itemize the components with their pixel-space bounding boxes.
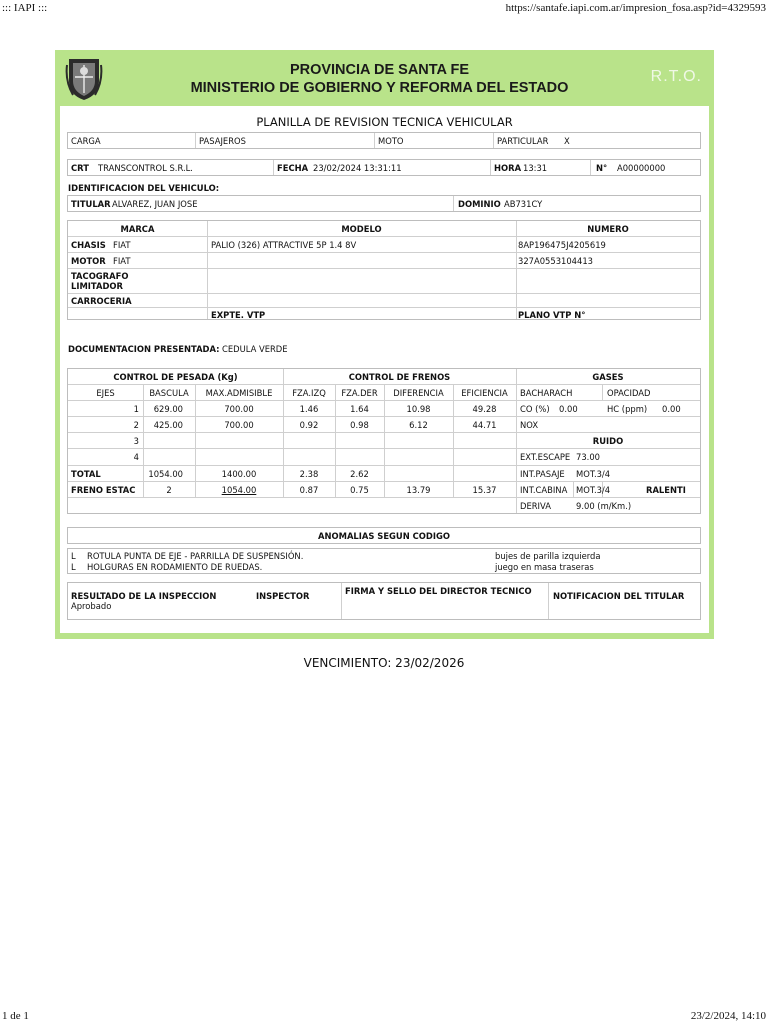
numero-value: A00000000 xyxy=(617,163,666,173)
print-date: 23/2/2024, 14:10 xyxy=(690,1010,766,1022)
total-max: 1400.00 xyxy=(221,469,257,479)
h-dif: DIFERENCIA xyxy=(393,388,444,398)
row1-dif: 10.98 xyxy=(406,404,431,414)
ralenti-label: RALENTI xyxy=(646,485,686,495)
co-value: 0.00 xyxy=(559,404,578,414)
documentacion-value: CEDULA VERDE xyxy=(222,344,288,354)
fecha-value: 23/02/2024 13:31:11 xyxy=(313,163,402,173)
tacografo-label: TACOGRAFO xyxy=(71,271,129,281)
row1-bascula: 629.00 xyxy=(153,404,183,414)
h-max: MAX.ADMISIBLE xyxy=(205,388,273,398)
row4-eje: 4 xyxy=(133,452,139,462)
control-table xyxy=(67,368,701,514)
firma-label: FIRMA Y SELLO DEL DIRECTOR TECNICO xyxy=(345,586,532,596)
category-row xyxy=(67,132,701,149)
ext-escape-label: EXT.ESCAPE xyxy=(520,452,571,462)
col-numero: NUMERO xyxy=(587,224,629,234)
anomalias-list xyxy=(67,548,701,574)
crt-value: TRANSCONTROL S.R.L. xyxy=(98,163,193,173)
carroceria-label: CARROCERIA xyxy=(71,296,132,306)
form-frame xyxy=(55,50,714,639)
chasis-label: CHASIS xyxy=(71,240,106,250)
int-pasaje-value: MOT.3/4 xyxy=(576,469,611,479)
freno-estac-label: FRENO ESTAC xyxy=(71,485,136,495)
freno-estac-izq: 0.87 xyxy=(299,485,319,495)
browser-url[interactable]: https://santafe.iapi.com.ar/impresion_fosa.asp?id=4329593 xyxy=(505,2,766,14)
int-cabina-label: INT.CABINA xyxy=(520,485,568,495)
nox-label: NOX xyxy=(520,420,539,430)
row3-eje: 3 xyxy=(133,436,139,446)
titular-value: ALVAREZ, JUAN JOSE xyxy=(112,199,198,209)
inspector-label: INSPECTOR xyxy=(256,591,310,601)
ruido-title: RUIDO xyxy=(592,436,624,446)
row1-izq: 1.46 xyxy=(299,404,319,414)
h-ejes: EJES xyxy=(96,388,115,398)
hc-label: HC (ppm) xyxy=(607,404,648,414)
row2-dif: 6.12 xyxy=(409,420,428,430)
browser-title: ::: IAPI ::: xyxy=(2,2,48,14)
banner-ministry: MINISTERIO DE GOBIERNO Y REFORMA DEL ESTADO xyxy=(190,80,569,96)
print-footer xyxy=(0,1006,768,1024)
anomalia-2-code: L xyxy=(71,562,76,572)
notificacion-label: NOTIFICACION DEL TITULAR xyxy=(553,591,685,601)
limitador-label: LIMITADOR xyxy=(71,281,123,291)
form-title: PLANILLA DE REVISION TECNICA VEHICULAR xyxy=(256,115,513,129)
int-pasaje-label: INT.PASAJE xyxy=(520,469,565,479)
anomalia-2-note: juego en masa traseras xyxy=(495,562,594,572)
form-sheet xyxy=(60,106,709,633)
vencimiento: VENCIMIENTO: 23/02/2026 xyxy=(303,656,465,670)
page-count: 1 de 1 xyxy=(2,1010,29,1022)
row2-bascula: 425.00 xyxy=(153,420,183,430)
total-der: 2.62 xyxy=(350,469,369,479)
h-bascula: BASCULA xyxy=(149,388,189,398)
titular-label: TITULAR xyxy=(71,199,111,209)
freno-estac-der: 0.75 xyxy=(350,485,369,495)
frenos-title: CONTROL DE FRENOS xyxy=(348,372,451,382)
gases-title: GASES xyxy=(592,372,624,382)
deriva-label: DERIVA xyxy=(520,501,551,511)
motor-numero: 327A0553104413 xyxy=(518,256,593,266)
h-der: FZA.DER xyxy=(341,388,378,398)
anomalia-1-code: L xyxy=(71,551,76,561)
dominio-label: DOMINIO xyxy=(458,199,501,209)
total-label: TOTAL xyxy=(71,469,101,479)
hc-value: 0.00 xyxy=(662,404,681,414)
banner-province: PROVINCIA DE SANTA FE xyxy=(289,62,470,78)
hora-value: 13:31 xyxy=(523,163,548,173)
fecha-label: FECHA xyxy=(277,163,309,173)
identificacion-heading: IDENTIFICACION DEL VEHICULO: xyxy=(68,183,220,193)
h-izq: FZA.IZQ xyxy=(292,388,326,398)
h-efi: EFICIENCIA xyxy=(461,388,508,398)
anomalias-header xyxy=(67,527,701,544)
row1-efi: 49.28 xyxy=(472,404,497,414)
anomalia-1-note: bujes de parilla izquierda xyxy=(495,551,601,561)
chasis-marca: FIAT xyxy=(113,240,131,250)
hora-label: HORA xyxy=(494,163,522,173)
resultado-box xyxy=(67,582,701,620)
numero-label: N° xyxy=(596,163,608,173)
vehicle-table xyxy=(67,220,701,320)
category-carga: CARGA xyxy=(71,136,101,146)
anomalias-title: ANOMALIAS SEGUN CODIGO xyxy=(318,531,450,541)
crt-row xyxy=(67,159,701,176)
anomalia-1-desc: ROTULA PUNTA DE EJE - PARRILLA DE SUSPENSIÓN. xyxy=(87,551,304,561)
row2-eje: 2 xyxy=(133,420,139,430)
category-particular-mark: X xyxy=(564,136,570,146)
h-opa: OPACIDAD xyxy=(607,388,651,398)
titular-row xyxy=(67,195,701,212)
ext-escape-value: 73.00 xyxy=(576,452,600,462)
chasis-numero: 8AP196475J4205619 xyxy=(518,240,606,250)
expte-label: EXPTE. VTP xyxy=(211,310,266,320)
pesada-title: CONTROL DE PESADA (Kg) xyxy=(113,372,238,382)
deriva-value: 9.00 (m/Km.) xyxy=(576,501,632,511)
category-moto: MOTO xyxy=(378,136,404,146)
dominio-value: AB731CY xyxy=(504,199,543,209)
category-pasajeros: PASAJEROS xyxy=(199,136,246,146)
row2-izq: 0.92 xyxy=(299,420,319,430)
motor-marca: FIAT xyxy=(113,256,131,266)
row2-der: 0.98 xyxy=(350,420,369,430)
row1-der: 1.64 xyxy=(350,404,369,414)
freno-estac-eje: 2 xyxy=(166,485,172,495)
total-izq: 2.38 xyxy=(299,469,319,479)
col-modelo: MODELO xyxy=(341,224,382,234)
co-label: CO (%) xyxy=(520,404,550,414)
category-particular: PARTICULAR xyxy=(497,136,549,146)
h-bach: BACHARACH xyxy=(520,388,573,398)
row1-eje: 1 xyxy=(133,404,139,414)
resultado-value: Aprobado xyxy=(71,601,112,611)
chasis-modelo: PALIO (326) ATTRACTIVE 5P 1.4 8V xyxy=(211,240,357,250)
row1-max: 700.00 xyxy=(224,404,254,414)
motor-label: MOTOR xyxy=(71,256,106,266)
plano-label: PLANO VTP N° xyxy=(518,310,586,320)
anomalia-2-desc: HOLGURAS EN RODAMIENTO DE RUEDAS. xyxy=(87,562,263,572)
print-header xyxy=(0,0,768,16)
freno-estac-dif: 13.79 xyxy=(406,485,431,495)
banner xyxy=(55,50,714,106)
rto-badge: R.T.O. xyxy=(650,68,702,85)
total-bascula: 1054.00 xyxy=(148,469,183,479)
int-cabina-value: MOT.3/4 xyxy=(576,485,611,495)
freno-estac-efi: 15.37 xyxy=(472,485,497,495)
documentacion-label: DOCUMENTACION PRESENTADA: xyxy=(68,344,220,354)
crt-label: CRT xyxy=(71,163,89,173)
row2-max: 700.00 xyxy=(224,420,254,430)
col-marca: MARCA xyxy=(120,224,155,234)
freno-estac-max: 1054.00 xyxy=(221,485,257,495)
row2-efi: 44.71 xyxy=(472,420,497,430)
resultado-label: RESULTADO DE LA INSPECCION xyxy=(71,591,217,601)
